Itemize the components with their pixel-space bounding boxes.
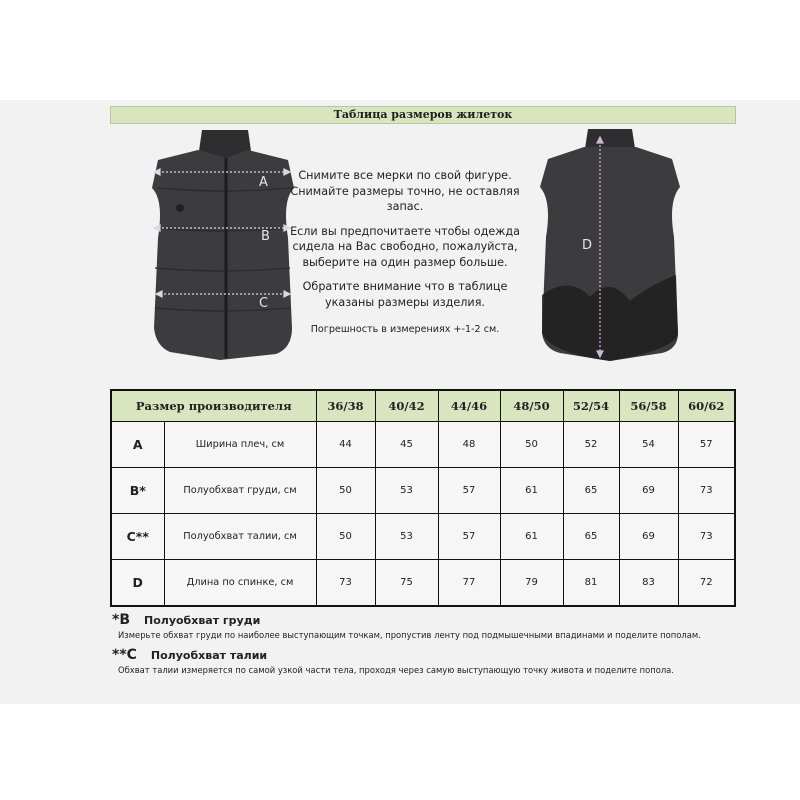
cell-value: 45 — [375, 422, 438, 468]
cell-value: 57 — [438, 468, 500, 514]
header-size: 40/42 — [375, 390, 438, 422]
cell-value: 73 — [678, 514, 735, 560]
header-size: 36/38 — [316, 390, 375, 422]
footnotes — [112, 612, 712, 682]
footnote-title: Полуобхват груди — [144, 614, 261, 627]
instruction-tolerance: Погрешность в измерениях +-1-2 см. — [310, 324, 500, 335]
marker-c: C — [259, 296, 269, 311]
row-code: B* — [111, 468, 164, 514]
cell-value: 73 — [316, 560, 375, 607]
cell-value: 61 — [500, 514, 563, 560]
cell-value: 73 — [678, 468, 735, 514]
cell-value: 69 — [619, 468, 678, 514]
row-name: Длина по спинке, см — [164, 560, 316, 607]
vest-front-image — [140, 128, 305, 363]
marker-a: A — [259, 175, 268, 190]
row-code: C** — [111, 514, 164, 560]
header-manufacturer-size: Размер производителя — [111, 390, 316, 422]
page-title: Таблица размеров жилеток — [110, 106, 736, 124]
marker-d: D — [582, 238, 593, 253]
cell-value: 81 — [563, 560, 619, 607]
header-size: 56/58 — [619, 390, 678, 422]
cell-value: 77 — [438, 560, 500, 607]
cell-value: 53 — [375, 514, 438, 560]
footnote-code: *B — [112, 612, 130, 628]
cell-value: 52 — [563, 422, 619, 468]
footnote-waist-header — [112, 647, 712, 663]
cell-value: 50 — [316, 468, 375, 514]
footnote-text: Обхват талии измеряется по самой узкой части тела, проходя через самую выступающую точку живота и поделите попола. — [118, 665, 674, 675]
cell-value: 61 — [500, 468, 563, 514]
table-row — [111, 560, 735, 607]
cell-value: 50 — [500, 422, 563, 468]
cell-value: 50 — [316, 514, 375, 560]
cell-value: 48 — [438, 422, 500, 468]
footnote-chest-header — [112, 612, 712, 628]
row-name: Полуобхват талии, см — [164, 514, 316, 560]
header-size: 44/46 — [438, 390, 500, 422]
vest-back-image — [530, 125, 690, 365]
cell-value: 69 — [619, 514, 678, 560]
cell-value: 54 — [619, 422, 678, 468]
cell-value: 57 — [438, 514, 500, 560]
instruction-product-sizes: Обратите внимание что в таблице указаны размеры изделия. — [302, 280, 508, 309]
table-row — [111, 422, 735, 468]
cell-value: 44 — [316, 422, 375, 468]
instructions — [290, 168, 520, 347]
row-name: Полуобхват груди, см — [164, 468, 316, 514]
cell-value: 57 — [678, 422, 735, 468]
footnote-code: **C — [112, 647, 137, 663]
header-size: 52/54 — [563, 390, 619, 422]
cell-value: 79 — [500, 560, 563, 607]
row-name: Ширина плеч, см — [164, 422, 316, 468]
cell-value: 83 — [619, 560, 678, 607]
instruction-loose-fit: Если вы предпочитаете чтобы одежда сидела на Вас свободно, пожалуйста, выберите на один размер больше. — [290, 224, 520, 269]
cell-value: 75 — [375, 560, 438, 607]
cell-value: 65 — [563, 468, 619, 514]
size-table — [110, 389, 736, 607]
table-row — [111, 468, 735, 514]
footnote-text: Измерьте обхват груди по наиболее выступающим точкам, пропустив ленту под подмышечными впадинами и поделите пополам. — [118, 630, 701, 640]
marker-b: B — [261, 229, 270, 244]
row-code: A — [111, 422, 164, 468]
instruction-measure: Снимите все мерки по свой фигуре. Снимайте размеры точно, не оставляя запас. — [290, 169, 520, 213]
header-size: 60/62 — [678, 390, 735, 422]
cell-value: 72 — [678, 560, 735, 607]
cell-value: 53 — [375, 468, 438, 514]
header-size: 48/50 — [500, 390, 563, 422]
table-header-row — [111, 390, 735, 422]
cell-value: 65 — [563, 514, 619, 560]
footnote-title: Полуобхват талии — [150, 649, 268, 662]
row-code: D — [111, 560, 164, 607]
table-row — [111, 514, 735, 560]
